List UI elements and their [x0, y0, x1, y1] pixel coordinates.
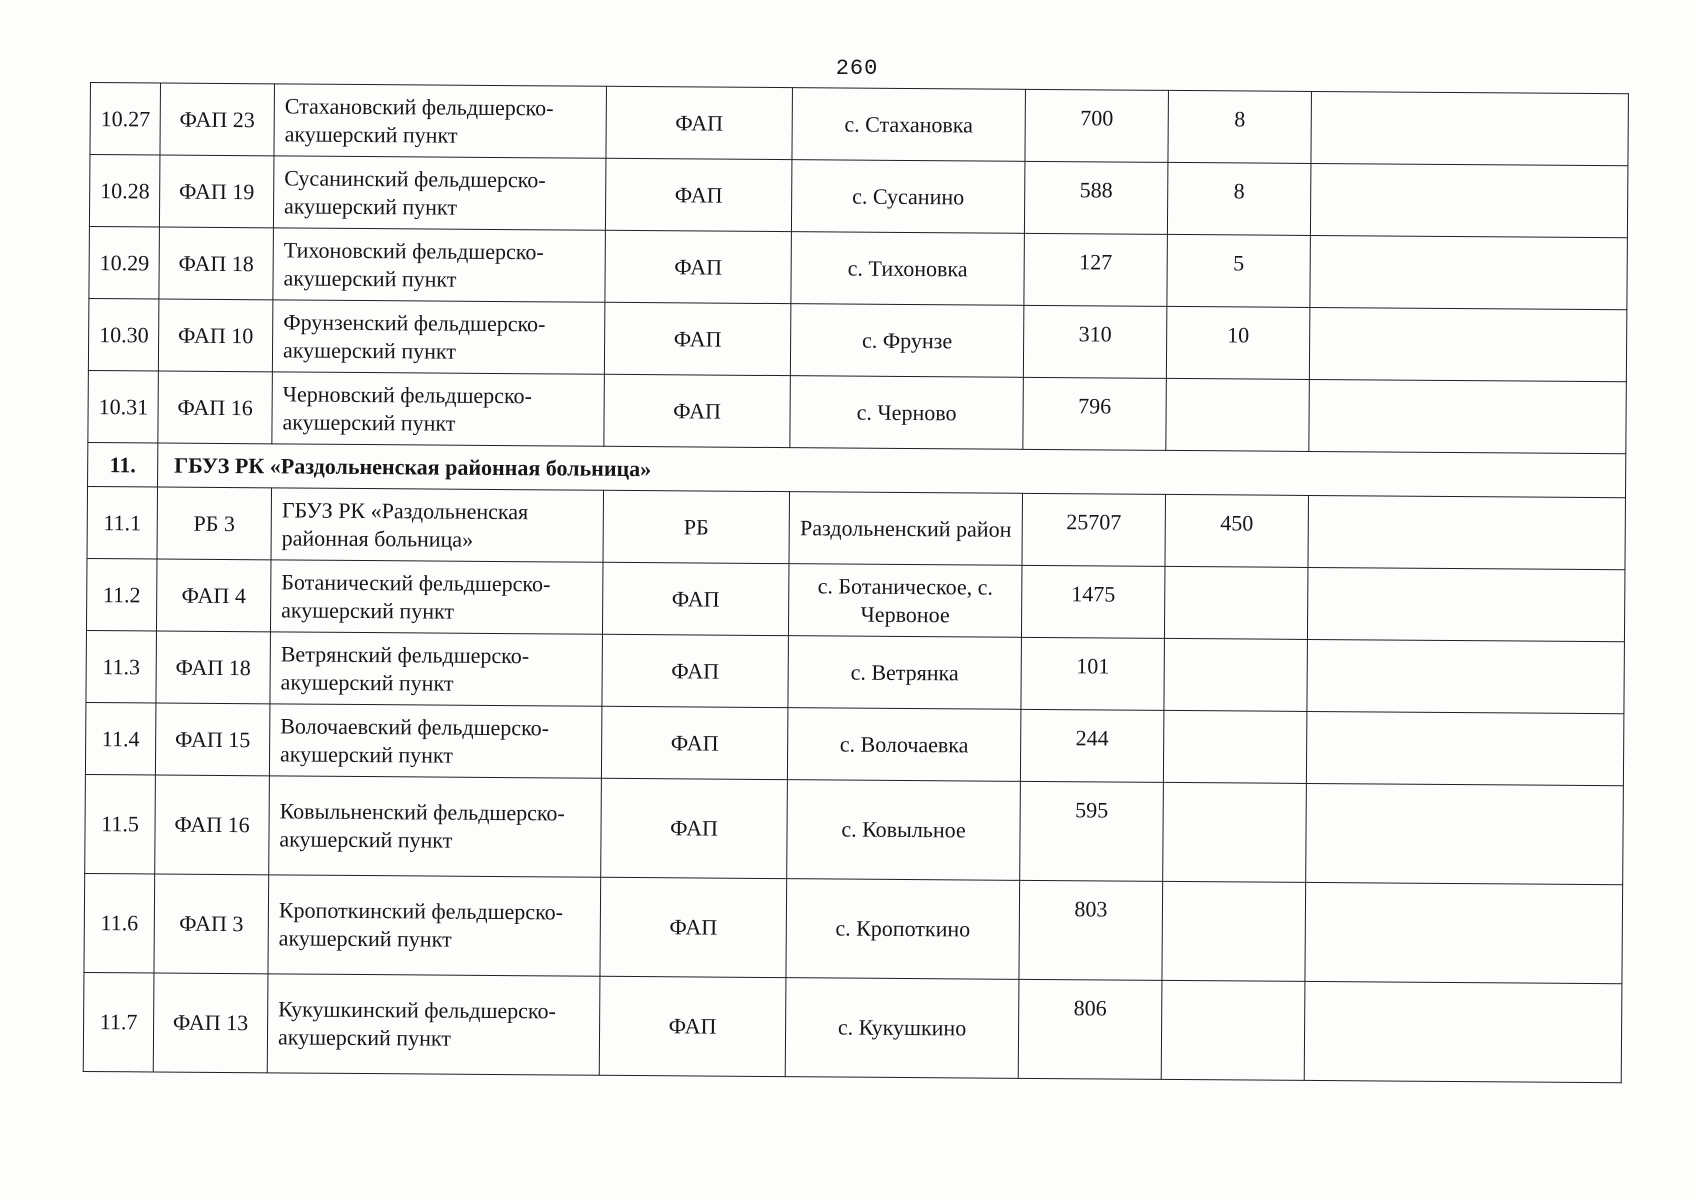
table-row — [89, 155, 1627, 238]
beds-cell — [1164, 638, 1308, 711]
section-number: 11. — [88, 442, 158, 487]
notes-cell — [1306, 783, 1624, 884]
beds-cell — [1162, 881, 1306, 981]
facility-code-cell: ФАП 3 — [154, 874, 269, 974]
facility-type-cell: ФАП — [605, 230, 792, 303]
location-cell: с. Ботаническое, с. Червоное — [788, 564, 1022, 638]
facility-name-cell: Стахановский фельдшерско-акушерский пункт — [274, 84, 607, 158]
population-cell: 1475 — [1021, 565, 1165, 638]
table-row — [83, 972, 1622, 1082]
facility-code-cell: РБ 3 — [157, 487, 272, 560]
facility-code-cell: ФАП 10 — [158, 299, 273, 372]
facility-name-cell: Кропоткинский фельдшерско- акушерский пункт — [268, 875, 601, 976]
facility-type-cell: ФАП — [599, 976, 786, 1076]
row-number-cell: 11.3 — [86, 630, 157, 703]
beds-cell — [1163, 710, 1307, 783]
beds-cell: 450 — [1165, 494, 1309, 567]
notes-cell — [1311, 91, 1629, 165]
table-row — [86, 558, 1624, 641]
population-cell: 595 — [1020, 781, 1164, 881]
row-number-cell: 10.30 — [88, 298, 159, 371]
location-cell: с. Тихоновка — [791, 232, 1025, 306]
population-cell: 101 — [1021, 637, 1165, 710]
table-row — [88, 370, 1626, 453]
beds-cell — [1166, 378, 1310, 451]
beds-cell — [1163, 782, 1307, 882]
notes-cell — [1308, 495, 1626, 569]
table-row — [84, 873, 1623, 983]
facility-name-cell: Ковыльненский фельдшерско- акушерский пункт — [269, 776, 602, 877]
facility-code-cell: ФАП 15 — [155, 703, 270, 776]
beds-cell: 5 — [1167, 234, 1311, 307]
table-row — [90, 83, 1628, 166]
facility-type-cell: ФАП — [600, 877, 787, 977]
facility-type-cell: ФАП — [605, 158, 792, 231]
notes-cell — [1307, 639, 1625, 713]
notes-cell — [1309, 379, 1627, 453]
facility-name-cell: Фрунзенский фельдшерско-акушерский пункт — [272, 300, 605, 374]
facility-name-cell: Сусанинский фельдшерско-акушерский пункт — [273, 156, 606, 230]
table-body — [83, 83, 1628, 1083]
table-row — [85, 702, 1623, 785]
beds-cell — [1164, 566, 1308, 639]
beds-cell — [1161, 980, 1305, 1080]
notes-cell — [1305, 882, 1623, 983]
beds-cell: 10 — [1166, 306, 1310, 379]
row-number-cell: 11.5 — [85, 774, 156, 874]
facilities-table-wrapper — [83, 82, 1628, 1083]
facility-code-cell: ФАП 18 — [159, 227, 274, 300]
beds-cell: 8 — [1167, 162, 1311, 235]
population-cell: 806 — [1018, 979, 1162, 1079]
population-cell: 25707 — [1022, 493, 1166, 566]
facility-type-cell: ФАП — [602, 562, 789, 635]
location-cell: с. Кукушкино — [785, 978, 1019, 1079]
table-row — [87, 486, 1625, 569]
facility-type-cell: ФАП — [606, 86, 793, 159]
notes-cell — [1306, 711, 1624, 785]
facility-type-cell: РБ — [603, 490, 790, 563]
facility-type-cell: ФАП — [601, 706, 788, 779]
population-cell: 796 — [1023, 377, 1167, 450]
facility-name-cell: Ботанический фельдшерско-акушерский пункт — [270, 560, 603, 634]
facility-code-cell: ФАП 18 — [156, 631, 271, 704]
facility-type-cell: ФАП — [602, 634, 789, 707]
notes-cell — [1310, 235, 1628, 309]
notes-cell — [1307, 567, 1625, 641]
population-cell: 127 — [1024, 233, 1168, 306]
population-cell: 803 — [1019, 880, 1163, 980]
facility-code-cell: ФАП 4 — [156, 559, 271, 632]
facility-name-cell: Черновский фельдшерско-акушерский пункт — [272, 372, 605, 446]
row-number-cell: 11.1 — [87, 486, 158, 559]
page-number: 260 — [835, 56, 879, 81]
beds-cell: 8 — [1168, 90, 1312, 163]
row-number-cell: 10.29 — [89, 226, 160, 299]
population-cell: 588 — [1024, 161, 1168, 234]
row-number-cell: 10.27 — [90, 83, 161, 156]
table-row — [86, 630, 1624, 713]
table-row — [88, 298, 1626, 381]
row-number-cell: 10.28 — [89, 155, 160, 228]
location-cell: с. Ветрянка — [788, 636, 1022, 710]
location-cell: с. Волочаевка — [787, 708, 1021, 782]
population-cell: 244 — [1020, 709, 1164, 782]
row-number-cell: 11.4 — [85, 702, 156, 775]
table-row — [89, 226, 1627, 309]
facilities-table — [83, 82, 1629, 1083]
notes-cell — [1304, 981, 1622, 1082]
location-cell: с. Черново — [790, 376, 1024, 450]
facility-code-cell: ФАП 13 — [153, 973, 268, 1073]
facility-code-cell: ФАП 19 — [159, 155, 274, 228]
facility-name-cell: Ветрянский фельдшерско-акушерский пункт — [270, 632, 603, 706]
facility-name-cell: Кукушкинский фельдшерско- акушерский пункт — [267, 974, 600, 1075]
facility-code-cell: ФАП 23 — [160, 83, 275, 156]
row-number-cell: 10.31 — [88, 370, 159, 443]
location-cell: с. Стахановка — [792, 88, 1026, 162]
location-cell: с. Фрунзе — [790, 304, 1024, 378]
row-number-cell: 11.6 — [84, 873, 155, 973]
facility-code-cell: ФАП 16 — [158, 371, 273, 444]
row-number-cell: 11.2 — [86, 558, 157, 631]
notes-cell — [1309, 307, 1627, 381]
row-number-cell: 11.7 — [83, 972, 154, 1072]
facility-name-cell: Тихоновский фельдшерско-акушерский пункт — [273, 228, 606, 302]
table-row — [85, 774, 1624, 884]
location-cell: Раздольненский район — [789, 492, 1023, 566]
facility-code-cell: ФАП 16 — [155, 775, 270, 875]
facility-type-cell: ФАП — [601, 778, 788, 878]
facility-name-cell: ГБУЗ РК «Раздольненская районная больница» — [271, 488, 604, 562]
population-cell: 310 — [1023, 305, 1167, 378]
notes-cell — [1310, 163, 1628, 237]
population-cell: 700 — [1025, 89, 1169, 162]
location-cell: с. Сусанино — [791, 160, 1025, 234]
facility-name-cell: Волочаевский фельдшерско-акушерский пункт — [269, 704, 602, 778]
location-cell: с. Ковыльное — [787, 780, 1021, 881]
section-title: ГБУЗ РК «Раздольненская районная больница» — [158, 443, 1626, 498]
facility-type-cell: ФАП — [604, 374, 791, 447]
location-cell: с. Кропоткино — [786, 879, 1020, 980]
facility-type-cell: ФАП — [604, 302, 791, 375]
